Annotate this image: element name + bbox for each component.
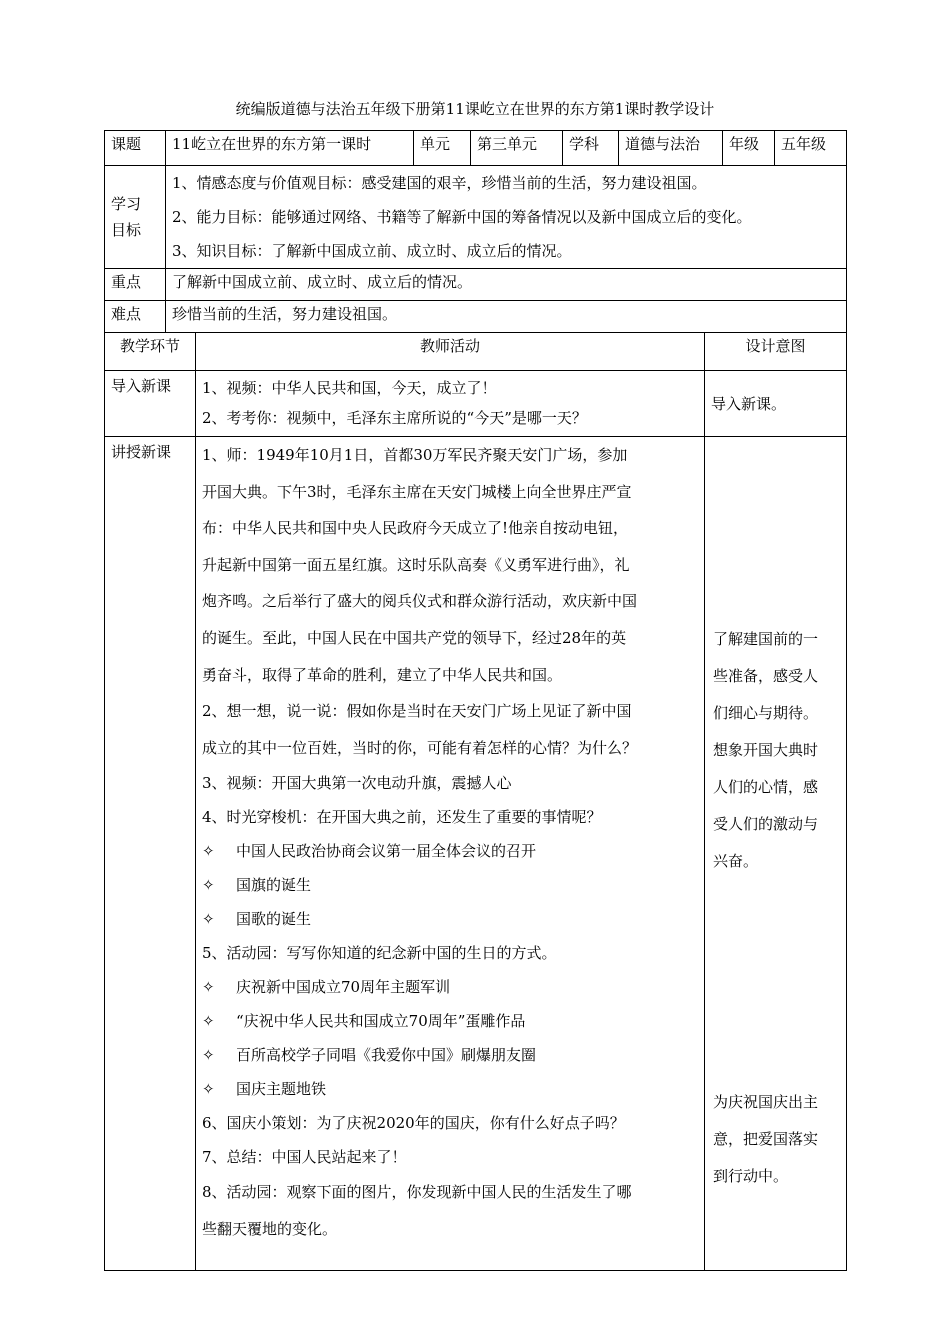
objective-item: 3、知识目标：了解新中国成立前、成立时、成立后的情况。	[172, 242, 572, 260]
diamond-bullet-icon: ✧	[202, 876, 215, 895]
objective-item: 1、情感态度与价值观目标：感受建国的艰辛，珍惜当前的生活，努力建设祖国。	[172, 174, 707, 192]
subject-label: 学科	[563, 131, 619, 166]
activity-line: 炮齐鸣。之后举行了盛大的阅兵仪式和群众游行活动，欢庆新中国	[202, 592, 638, 611]
diamond-bullet-icon: ✧	[202, 1012, 215, 1031]
bullet-item: ✧ 中国人民政治协商会议第一届全体会议的召开	[202, 834, 704, 868]
bullet-item: ✧ 国旗的诞生	[202, 868, 704, 902]
stage-intro: 导入新课	[105, 371, 196, 437]
key-point-value: 了解新中国成立前、成立时、成立后的情况。	[166, 269, 847, 301]
bullet-item: ✧ “庆祝中华人民共和国成立70周年”蛋雕作品	[202, 1004, 704, 1038]
difficulty-value: 珍惜当前的生活，努力建设祖国。	[166, 301, 847, 333]
diamond-bullet-icon: ✧	[202, 842, 215, 861]
activity-line: 6、国庆小策划：为了庆祝2020年的国庆，你有什么好点子吗？	[202, 1114, 625, 1133]
document-title: 统编版道德与法治五年级下册第11课屹立在世界的东方第1课时教学设计	[235, 100, 715, 118]
activity-line: 些翻天覆地的变化。	[202, 1219, 338, 1238]
grade-label: 年级	[723, 131, 775, 166]
activity-line: 5、活动园：写写你知道的纪念新中国的生日的方式。	[202, 944, 557, 963]
activity-line: 7、总结：中国人民站起来了！	[202, 1148, 407, 1167]
teaching-process-table	[104, 332, 847, 1271]
header-teacher-activity: 教师活动	[196, 333, 705, 371]
objective-item: 2、能力目标：能够通过网络、书籍等了解新中国的筹备情况以及新中国成立后的变化。	[172, 208, 752, 226]
topic-value: 11屹立在世界的东方第一课时	[166, 131, 414, 166]
intent-intro: 导入新课。	[705, 371, 847, 437]
activity-line: 成立的其中一位百姓，当时的你，可能有着怎样的心情？为什么？	[202, 738, 638, 757]
objectives-cell	[166, 166, 847, 269]
diamond-bullet-icon: ✧	[202, 1046, 215, 1065]
activity-line: 布：中华人民共和国中央人民政府今天成立了!他亲自按动电钮，	[202, 519, 629, 538]
diamond-bullet-icon: ✧	[202, 978, 215, 997]
activity-line: 3、视频：开国大典第一次电动升旗，震撼人心	[202, 774, 512, 793]
unit-value: 第三单元	[471, 131, 563, 166]
objectives-label: 学习 目标	[105, 166, 166, 269]
header-design-intent: 设计意图	[705, 333, 847, 371]
bullet-item: ✧ 国歌的诞生	[202, 902, 704, 936]
activity-line: 2、考考你：视频中，毛泽东主席所说的“今天”是哪一天？	[202, 409, 587, 427]
diamond-bullet-icon: ✧	[202, 1080, 215, 1099]
teach-activities	[196, 437, 705, 1271]
difficulty-label: 难点	[105, 301, 166, 333]
grade-value: 五年级	[775, 131, 847, 166]
bullet-item: ✧ 国庆主题地铁	[202, 1072, 704, 1106]
activity-line: 勇奋斗，取得了革命的胜利，建立了中华人民共和国。	[202, 665, 563, 684]
intent-block-2: 为庆祝国庆出主 意，把爱国落实 到行动中。	[713, 1093, 819, 1185]
stage-teach: 讲授新课	[105, 437, 196, 1271]
activity-line: 8、活动园：观察下面的图片，你发现新中国人民的生活发生了哪	[202, 1183, 632, 1202]
key-point-label: 重点	[105, 269, 166, 301]
intro-activities	[196, 371, 705, 437]
subject-value: 道德与法治	[619, 131, 723, 166]
intent-block-1: 了解建国前的一 些准备，感受人 们细心与期待。 想象开国大典时 人们的心情，感 受人们的激动与 兴奋。	[713, 630, 819, 870]
activity-line: 1、视频：中华人民共和国，今天，成立了！	[202, 379, 497, 397]
diamond-bullet-icon: ✧	[202, 910, 215, 929]
bullet-item: ✧ 百所高校学子同唱《我爱你中国》刷爆朋友圈	[202, 1038, 704, 1072]
activity-line: 1、师：1949年10月1日，首都30万军民齐聚天安门广场，参加	[202, 446, 628, 464]
intent-teach	[705, 437, 847, 1271]
bullet-item: ✧ 庆祝新中国成立70周年主题军训	[202, 970, 704, 1004]
activity-line: 升起新中国第一面五星红旗。这时乐队高奏《义勇军进行曲》，礼	[202, 555, 630, 574]
header-stage: 教学环节	[105, 333, 196, 371]
activity-line: 2、想一想，说一说：假如你是当时在天安门广场上见证了新中国	[202, 702, 632, 721]
topic-label: 课题	[105, 131, 166, 166]
activity-line: 4、时光穿梭机：在开国大典之前，还发生了重要的事情呢？	[202, 808, 602, 827]
activity-line: 开国大典。下午3时，毛泽东主席在天安门城楼上向全世界庄严宣	[202, 482, 632, 501]
activity-line: 的诞生。至此，中国人民在中国共产党的领导下，经过28年的英	[202, 628, 627, 647]
unit-label: 单元	[414, 131, 471, 166]
lesson-info-table	[104, 130, 847, 333]
